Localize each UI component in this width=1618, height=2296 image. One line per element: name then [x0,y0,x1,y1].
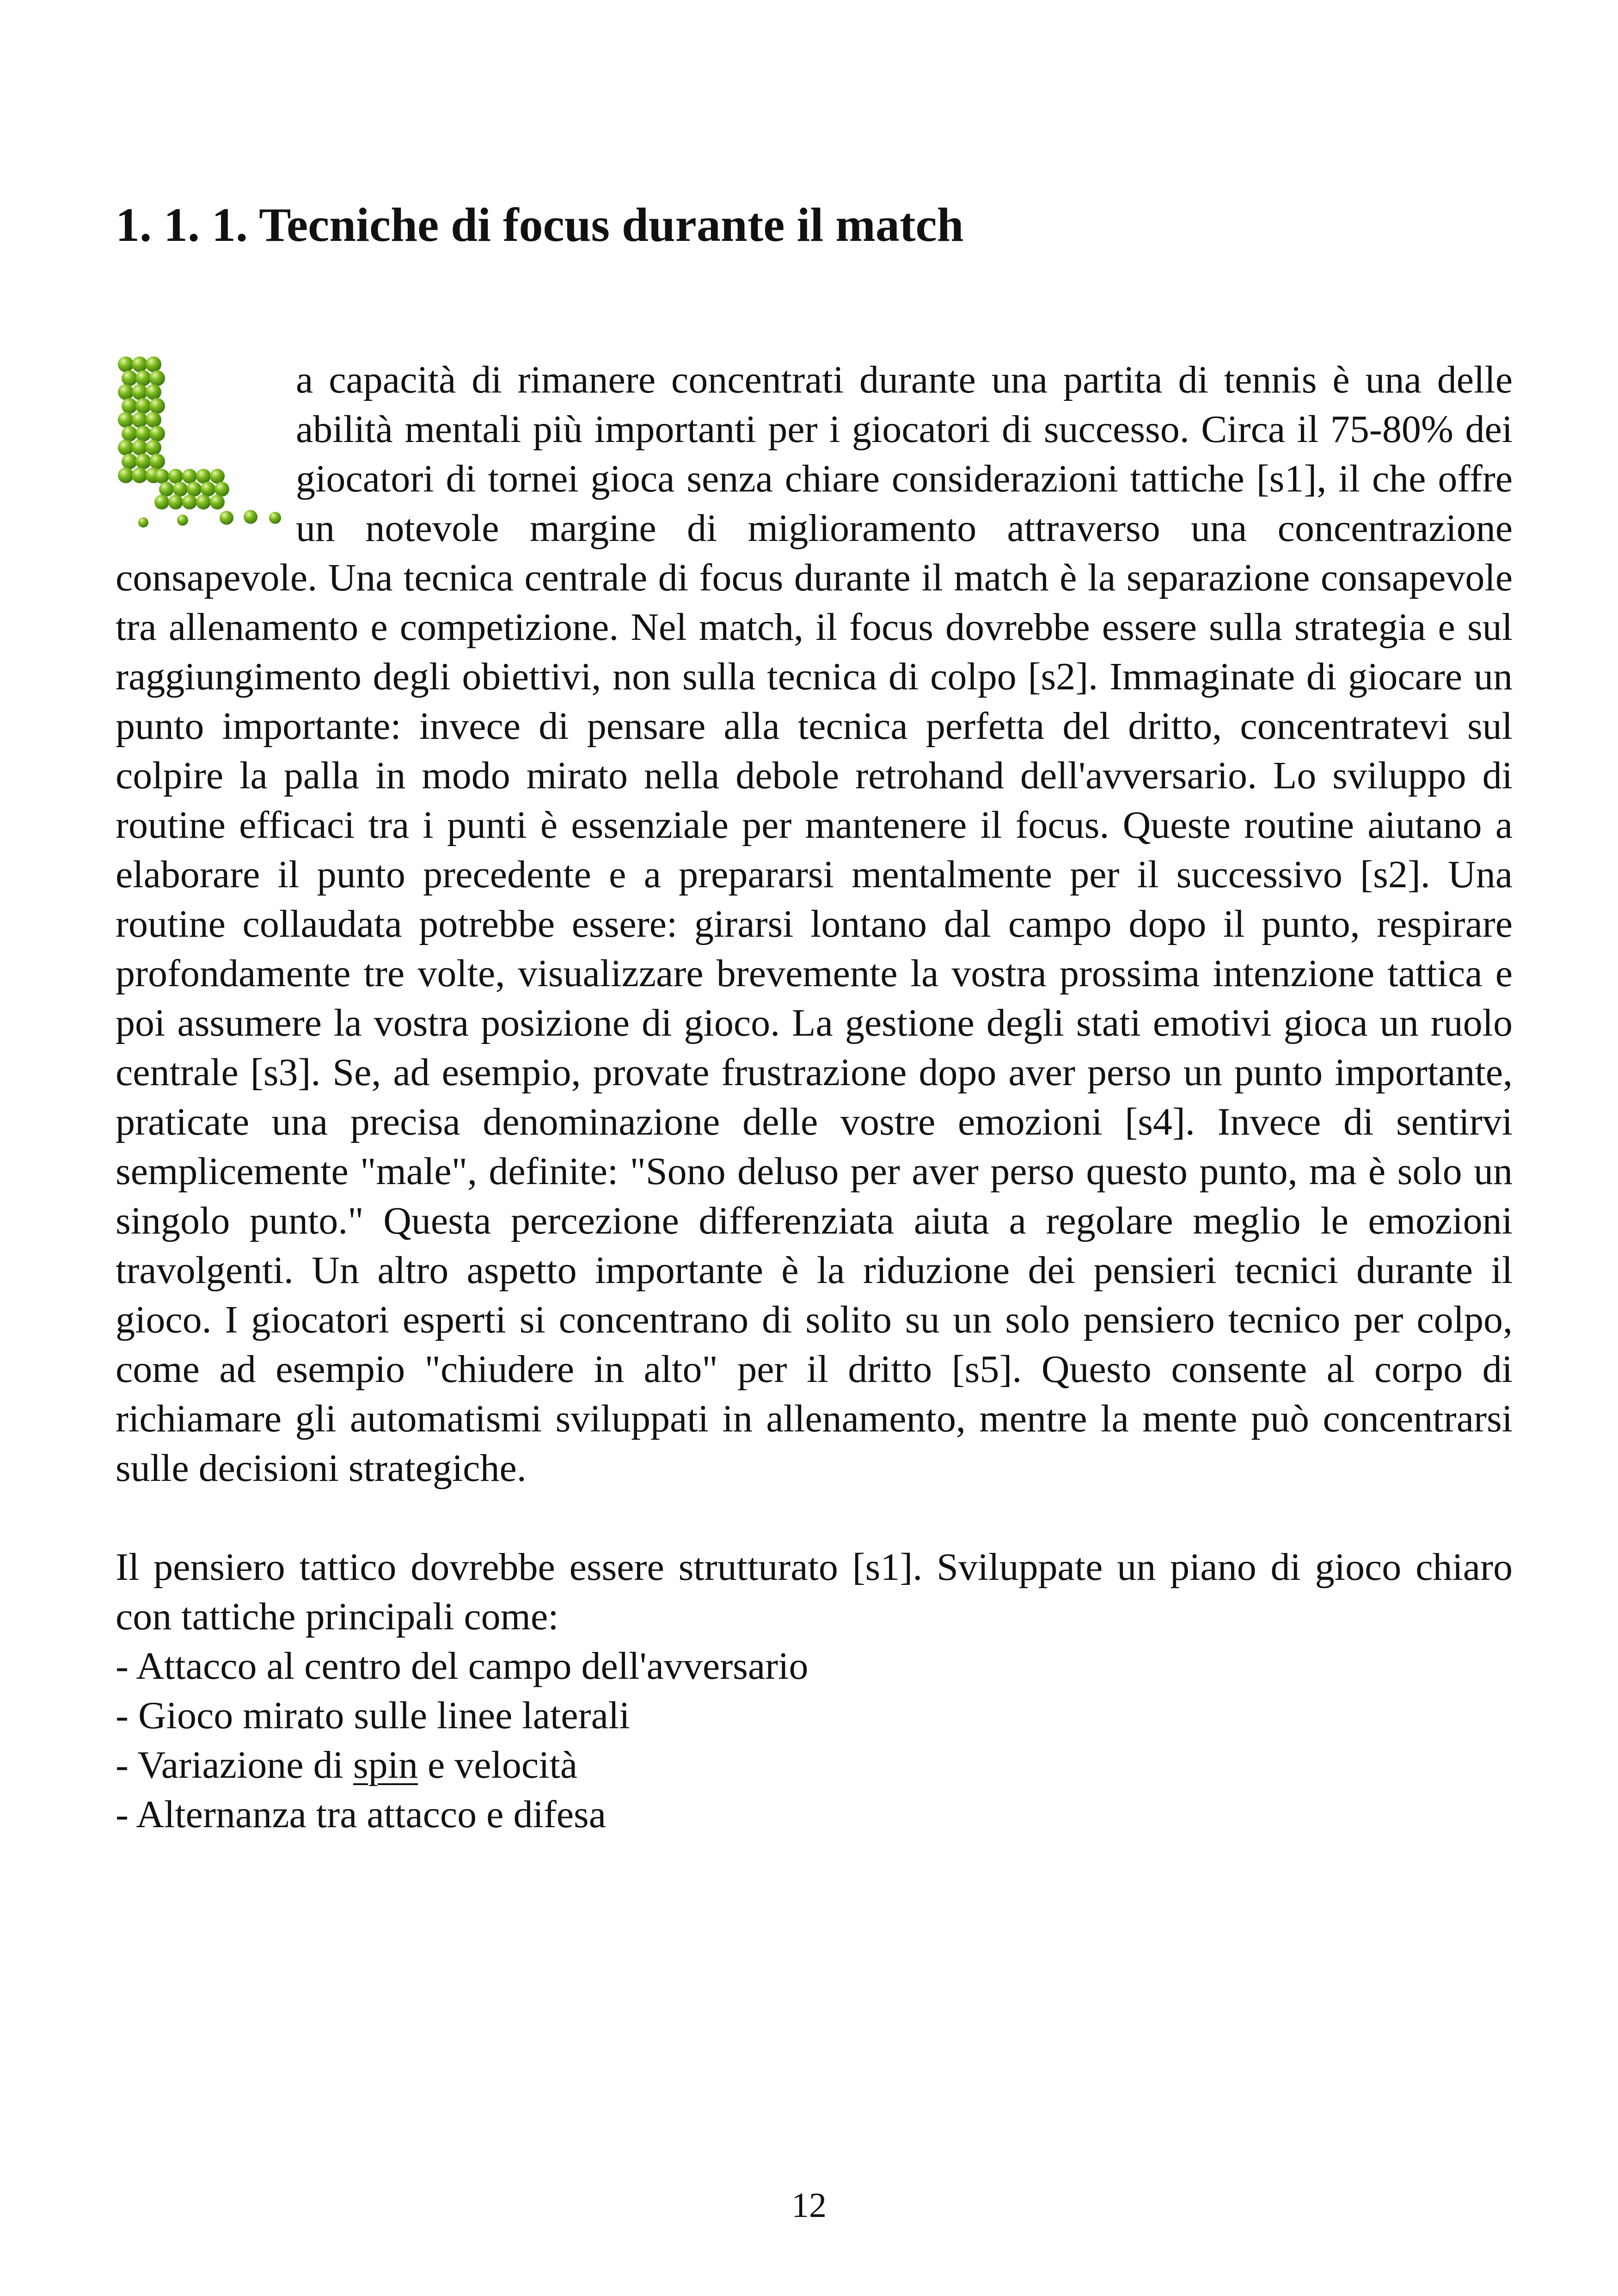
tennis-ball [168,495,183,510]
tennis-ball [138,517,148,528]
tennis-ball [135,398,151,414]
tennis-ball [122,454,137,469]
tennis-ball [173,482,188,497]
tennis-ball [132,467,147,483]
tennis-ball [135,454,151,469]
tennis-ball [132,440,147,455]
tennis-ball [122,426,137,442]
tennis-ball [182,495,197,510]
tennis-ball [132,384,147,400]
tennis-ball [210,495,225,510]
tennis-ball [149,398,165,414]
list-item [116,1740,1513,1790]
tennis-ball [149,454,165,469]
tennis-ball [159,482,174,497]
paragraph-focus-techniques: a capacità di rimanere concentrati durante una partita di tennis è una delle abilità mentali più importanti per i giocatori di successo. Circa il 75-80% dei giocatori di tornei gioca senza chiare considerazioni tattiche [s1], il che offre un notevole margine di miglioramento attraverso una concentrazione consapevole. Una tecnica centrale di focus durante il match è la separazione consapevole tra allenamento e competizione. Nel match, il focus dovrebbe essere sulla strategia e sul raggiungimento degli obiettivi, non sulla tecnica di colpo [s2]. Immaginate di giocare un punto importante: invece di pensare alla tecnica perfetta del dritto, concentratevi sul colpire la palla in modo mirato nella debole retrohand dell'avversario. Lo sviluppo di routine efficaci tra i punti è essenziale per mantenere il focus. Queste routine aiutano a elaborare il punto precedente e a prepararsi mentalmente per il successivo [s2]. Una routine collaudata potrebbe essere: girarsi lontano dal campo dopo il punto, respirare profondamente tre volte, visualizzare brevemente la vostra prossima intenzione tattica e poi assumere la vostra posizione di gioco. La gestione degli stati emotivi gioca un ruolo centrale [s3]. Se, ad esempio, provate frustrazione dopo aver perso un punto importante, praticate una precisa denominazione delle vostre emozioni [s4]. Invece di sentirvi semplicemente "male", definite: "Sono deluso per aver perso questo punto, ma è solo un singolo punto." Questa percezione differenziata aiuta a regolare meglio le emozioni travolgenti. Un altro aspetto importante è la riduzione dei pensieri tecnici durante il gioco. I giocatori esperti si concentrano di solito su un solo pensiero tecnico per colpo, come ad esempio "chiudere in alto" per il dritto [s5]. Questo consente al corpo di richiamare gli automatismi sviluppati in allenamento, mentre la mente può concentrarsi sulle decisioni strategiche. [116,358,1513,1490]
tennis-ball [269,512,281,524]
tennis-ball [118,356,134,372]
page-number: 12 [791,2186,827,2225]
list-item: - Attacco al centro del campo dell'avversario [116,1645,809,1688]
tennis-ball [244,510,257,524]
tennis-ball [146,356,161,372]
tennis-ball [146,384,161,400]
tennis-ball [118,412,134,428]
tennis-ball [154,469,169,484]
list-item: - Alternanza tra attacco e difesa [116,1793,607,1836]
list-item-text: e velocità [417,1743,578,1786]
list-item-text: - Variazione di [116,1743,353,1786]
spin-link[interactable]: spin [353,1743,418,1786]
tennis-ball [168,469,183,484]
body-text [116,355,1513,1839]
tennis-ball [146,412,161,428]
tennis-ball [196,469,211,484]
tennis-ball [122,398,137,414]
tennis-ball [135,426,151,442]
tennis-ball [118,384,134,400]
tennis-ball [187,482,202,497]
dropcap-letter-l [116,355,296,545]
tennis-ball [196,495,211,510]
paragraph-tactical-thinking: Il pensiero tattico dovrebbe essere strutturato [s1]. Sviluppate un piano di gioco chiaro con tattiche principali come: [116,1546,1513,1638]
tactics-list [116,1641,1513,1839]
tennis-ball [132,356,147,372]
tennis-ball-letter-l-icon [116,355,296,545]
tennis-ball [220,511,233,525]
section-heading: 1. 1. 1. Tecniche di focus durante il match [116,198,964,252]
tennis-ball [149,426,165,442]
tennis-ball [146,440,161,455]
tennis-ball [215,482,229,497]
tennis-ball [118,440,134,455]
tennis-ball [122,370,137,386]
tennis-ball [149,370,165,386]
tennis-ball [118,467,134,483]
list-item: - Gioco mirato sulle linee laterali [116,1694,630,1737]
tennis-ball [210,469,225,484]
tennis-ball [154,495,169,510]
tennis-ball [132,412,147,428]
tennis-ball [135,370,151,386]
tennis-ball [201,482,215,497]
tennis-ball [177,515,188,526]
tennis-ball [182,469,197,484]
